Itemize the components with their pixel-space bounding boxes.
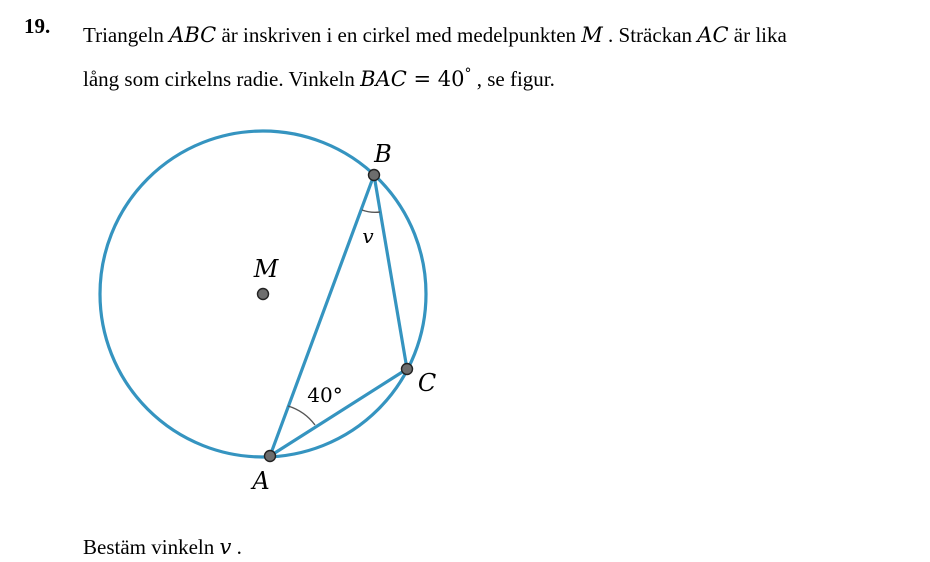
math-equals-40: = 40 (406, 67, 465, 91)
point-m (258, 289, 269, 300)
angle-arc-a (288, 406, 315, 425)
side-bc (374, 175, 407, 369)
question-var: v (219, 535, 232, 559)
math-ac: AC (697, 23, 729, 47)
label-v: v (362, 224, 374, 248)
angle-arc-b (362, 210, 380, 212)
label-c: C (417, 369, 437, 397)
point-b (369, 170, 380, 181)
text-segment: , se figur. (471, 67, 555, 91)
text-segment: . Sträckan (602, 23, 698, 47)
point-c (402, 364, 413, 375)
question-text: Bestäm vinkeln (83, 535, 220, 559)
text-segment: lång som cirkelns radie. Vinkeln (83, 67, 361, 91)
point-a (265, 451, 276, 462)
math-abc: ABC (169, 23, 217, 47)
label-a: A (252, 467, 270, 495)
math-m: M (581, 23, 603, 47)
text-segment: är inskriven i en cirkel med medelpunkten (216, 23, 582, 47)
problem-number: 19. (24, 14, 51, 38)
side-ab (270, 175, 374, 456)
math-degree: ° (464, 66, 472, 82)
label-m: M (253, 255, 279, 283)
label-b: B (374, 140, 392, 168)
question (83, 533, 242, 561)
label-angle-40: 40° (307, 383, 343, 407)
question-end: . (231, 535, 242, 559)
text-segment: är lika (728, 23, 787, 47)
text-segment: Triangeln (83, 23, 170, 47)
math-bac: BAC (360, 67, 407, 91)
